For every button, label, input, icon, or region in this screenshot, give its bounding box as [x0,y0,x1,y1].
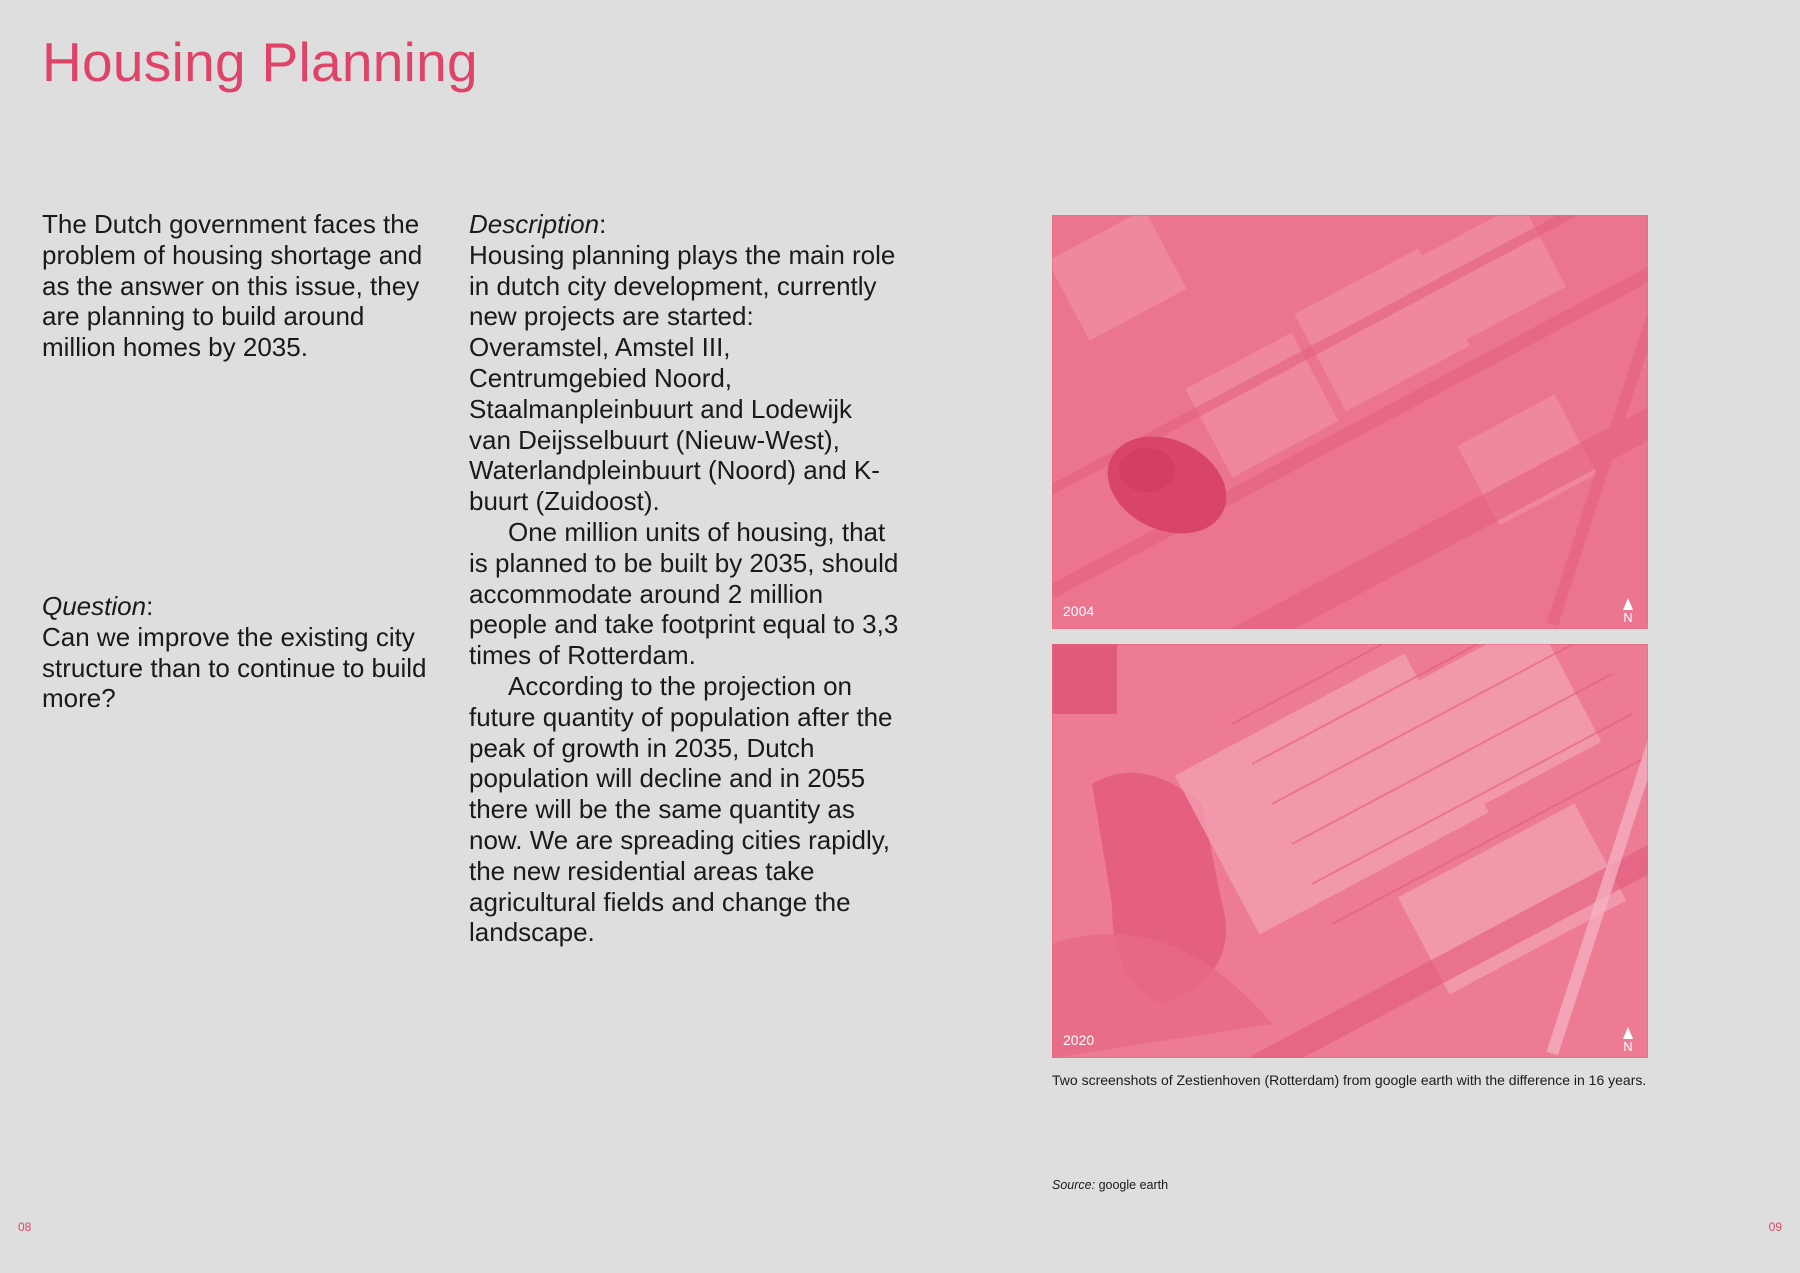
source-text: google earth [1098,1178,1169,1192]
aerial-map-2004 [1052,215,1648,629]
question-block: Question: Can we improve the existing city structure than to continue to build more? [42,591,442,714]
image-year-label: 2004 [1063,603,1095,619]
page-title: Housing Planning [42,31,478,93]
page-number-right: 09 [1768,1220,1782,1234]
source-line [1052,1178,1168,1192]
description-paragraph: According to the projection on future quantity of population after the peak of growth in 2035, Dutch population will decline and in 2055 there will be the same quantity as now. We are spreading cities rapidly, the new residential areas take agricultural fields and change the landscape. [469,670,893,948]
description-paragraph: One million units of housing, that is planned to be built by 2035, should accommodate around 2 million people and take footprint equal to 3,3 times of Rotterdam. [469,516,899,671]
image-year-label: 2020 [1063,1032,1095,1048]
north-arrow-icon [1620,1027,1636,1053]
north-arrow-icon [1620,598,1636,624]
image-caption: Two screenshots of Zestienhoven (Rotterdam) from google earth with the difference in 16 years. [1052,1072,1647,1088]
aerial-map-2020 [1052,644,1648,1058]
source-label: Source: [1052,1178,1096,1192]
north-label: N [1623,610,1633,625]
aerial-image-2004 [1052,215,1648,629]
intro-text: The Dutch government faces the problem of housing shortage and as the answer on this issue, they are planning to build around million homes by 2035. [42,209,423,363]
page-number-left: 08 [18,1220,32,1234]
intro-column [42,209,442,714]
aerial-image-2020 [1052,644,1648,1058]
question-label: Question [42,591,147,621]
description-paragraph: Housing planning plays the main role in dutch city development, currently new projects are started: Overamstel, Amstel III, Centrumgebied Noord, Staalmanpleinbuurt and Lodewijk van Deijsselbuurt (Nieuw-West), Waterlandpleinbuurt (Noord) and K-buurt (Zuidoost). [469,239,896,517]
north-label: N [1623,1039,1633,1054]
question-text: Can we improve the existing city structure than to continue to build more? [42,621,427,714]
description-label: Description [469,209,600,239]
description-column: Description: Housing planning plays the main role in dutch city development, currently new projects are started: Overamstel, Amstel III, Centrumgebied Noord, Staalmanpleinbuurt and Lodewijk van Deijsselbuurt (Nieuw-West), Waterlandpleinbuurt (Noord) and K-buurt (Zuidoost). One million units of housing, that is planned to be built by 2035, should accommodate around 2 million people and take footprint equal to 3,3 times of Rotterdam. According to the projection on future quantity of population after the peak of growth in 2035, Dutch population will decline and in 2055 there will be the same quantity as now. We are spreading cities rapidly, the new residential areas take agricultural fields and change the landscape. [469,209,899,948]
